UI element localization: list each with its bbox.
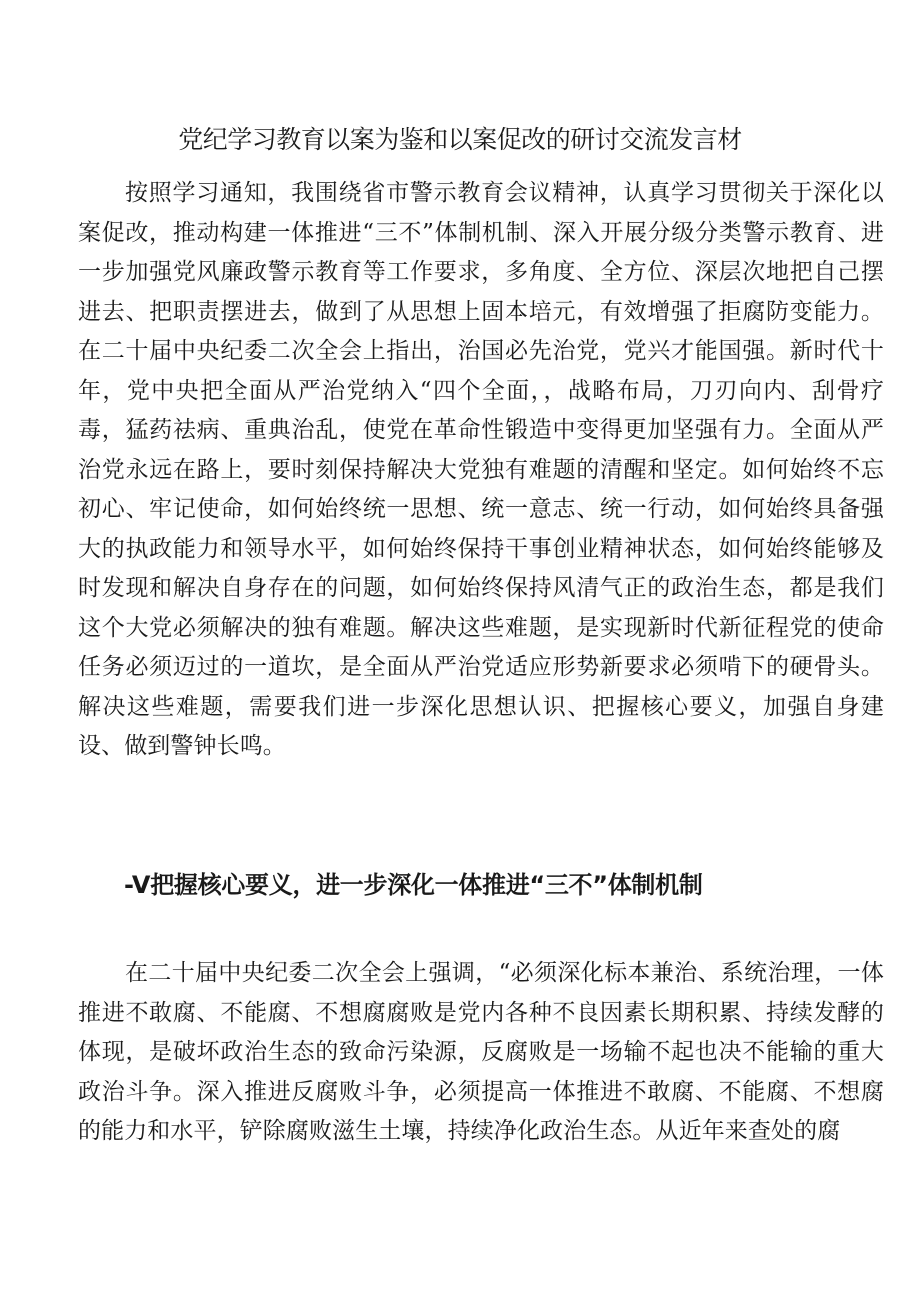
body-paragraph-section-1: 在二十届中央纪委二次全会上强调，“必须深化标本兼治、系统治理，一体推进不敢腐、不能腐、不想腐腐败是党内各种不良因素长期积累、持续发酵的体现，是破坏政治生态的致命污染源，反腐败是一场输不起也决不能输的重大政治斗争。深入推进反腐败斗争，必须提高一体推进不敢腐、不能腐、不想腐的能力和水平，铲除腐败滋生土壤，持续净化政治生态。从近年来查处的腐 — [78, 960, 884, 1144]
document-title: 党纪学习教育以案为鉴和以案促改的研讨交流发言材 — [178, 125, 742, 154]
section-heading: -V把握核心要义，进一步深化一体推进“三不”体制机制 — [124, 871, 703, 899]
body-paragraph-intro: 按照学习通知，我围绕省市警示教育会议精神，认真学习贯彻关于深化以案促改，推动构建一体推进“三不”体制机制、深入开展分级分类警示教育、进一步加强党风廉政警示教育等工作要求，多角度、全方位、深层次地把自己摆进去、把职责摆进去，做到了从思想上固本培元，有效增强了拒腐防变能力。在二十届中央纪委二次全会上指出，治国必先治党，党兴才能国强。新时代十年，党中央把全面从严治党纳入“四个全面，，战略布局，刀刃向内、刮骨疗毒，猛药祛病、重典治乱，使党在革命性锻造中变得更加坚强有力。全面从严治党永远在路上，要时刻保持解决大党独有难题的清醒和坚定。如何始终不忘初心、牢记使命，如何始终统一思想、统一意志、统一行动，如何始终具备强大的执政能力和领导水平，如何始终保持干事创业精神状态，如何始终能够及时发现和解决自身存在的问题，如何始终保持风清气正的政治生态，都是我们这个大党必须解决的独有难题。解决这些难题，是实现新时代新征程党的使命任务必须迈过的一道坎，是全面从严治党适应形势新要求必须啃下的硬骨头。解决这些难题，需要我们进一步深化思想认识、把握核心要义，加强自身建设、做到警钟长鸣。 — [78, 180, 884, 759]
